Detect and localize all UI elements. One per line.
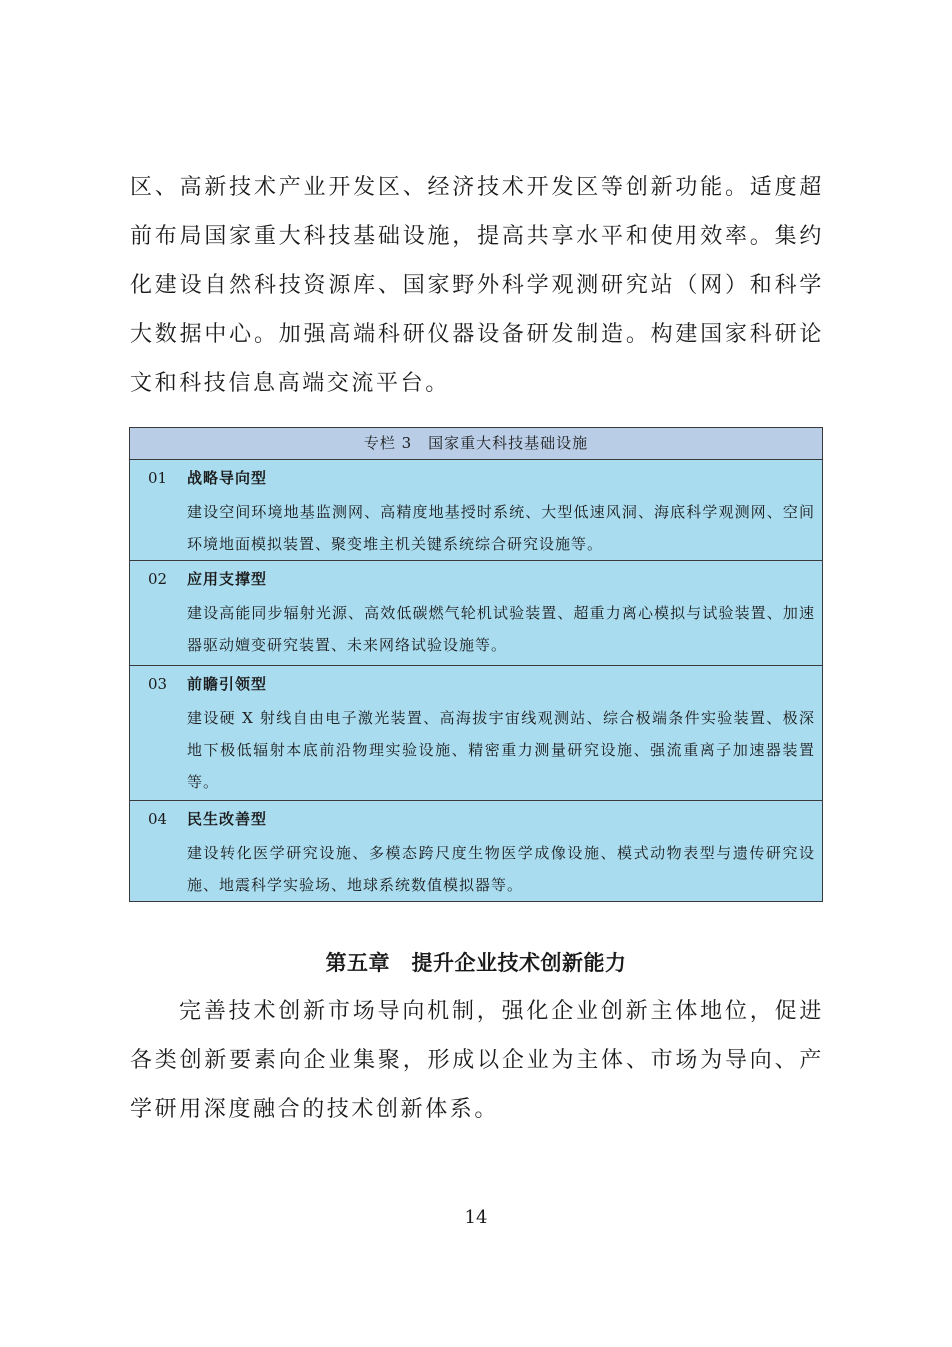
section-number: 02 (148, 570, 168, 588)
box-section-strategic (130, 460, 822, 561)
section-title: 战略导向型 (187, 469, 268, 487)
section-number: 03 (148, 675, 168, 693)
section-title: 应用支撑型 (187, 570, 268, 588)
section-number: 01 (148, 469, 168, 487)
chapter-title: 第五章 提升企业技术创新能力 (325, 951, 627, 975)
box-header: 专栏 3 国家重大科技基础设施 (130, 428, 822, 460)
sidebar-box-major-facilities (129, 427, 823, 902)
body-paragraph-bottom: 完善技术创新市场导向机制，强化企业创新主体地位，促进各类创新要素向企业集聚，形成以企业为主体、市场为导向、产学研用深度融合的技术创新体系。 (130, 999, 824, 1122)
section-body: 建设硬 X 射线自由电子激光装置、高海拔宇宙线观测站、综合极端条件实验装置、极深地下极低辐射本底前沿物理实验设施、精密重力测量研究设施、强流重离子加速器装置等。 (187, 709, 815, 791)
box-section-livelihood (130, 801, 822, 901)
section-body: 建设空间环境地基监测网、高精度地基授时系统、大型低速风洞、海底科学观测网、空间环境地面模拟装置、聚变堆主机关键系统综合研究设施等。 (187, 503, 815, 553)
box-section-application (130, 561, 822, 666)
body-paragraph-top: 区、高新技术产业开发区、经济技术开发区等创新功能。适度超前布局国家重大科技基础设施，提高共享水平和使用效率。集约化建设自然科技资源库、国家野外科学观测研究站（网）和科学大数据中心。加强高端科研仪器设备研发制造。构建国家科研论文和科技信息高端交流平台。 (130, 175, 824, 396)
page-number: 14 (464, 1207, 488, 1228)
section-body: 建设高能同步辐射光源、高效低碳燃气轮机试验装置、超重力离心模拟与试验装置、加速器驱动嬗变研究装置、未来网络试验设施等。 (187, 604, 815, 654)
section-body: 建设转化医学研究设施、多模态跨尺度生物医学成像设施、模式动物表型与遗传研究设施、地震科学实验场、地球系统数值模拟器等。 (187, 844, 815, 894)
section-title: 民生改善型 (187, 810, 268, 828)
box-section-forward-looking (130, 666, 822, 801)
section-title: 前瞻引领型 (187, 675, 268, 693)
section-number: 04 (148, 810, 168, 828)
